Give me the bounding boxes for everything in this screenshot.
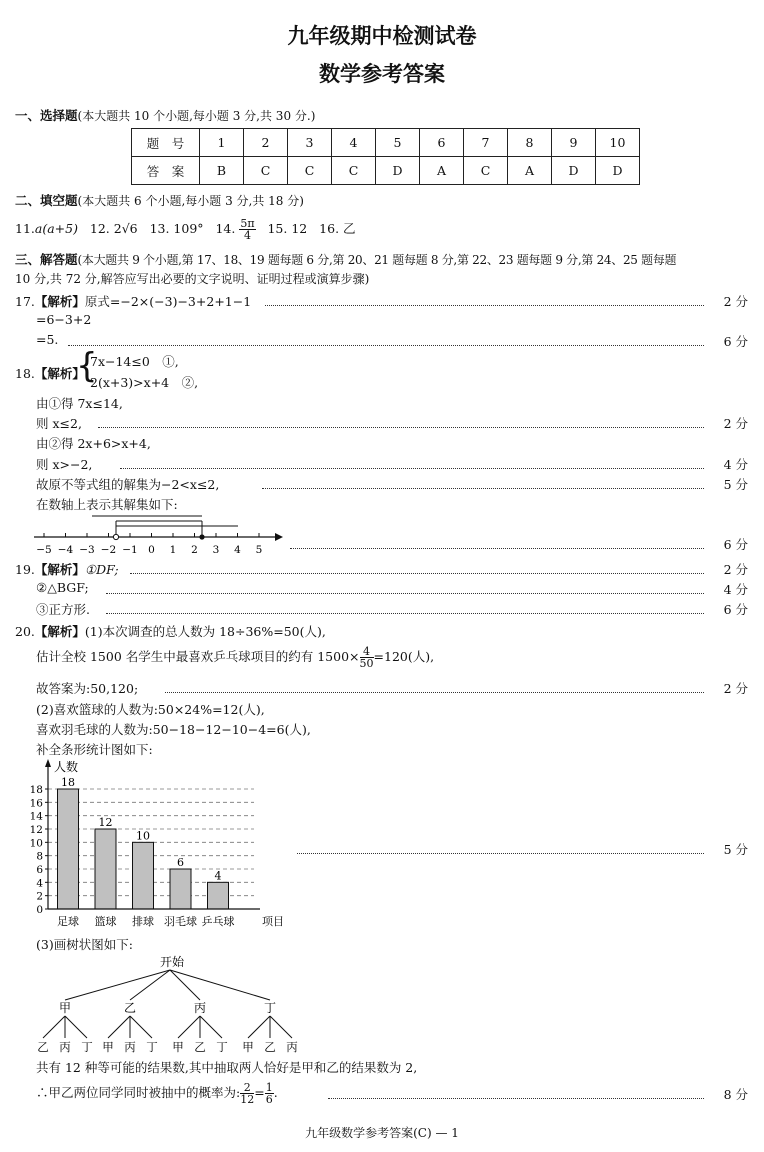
table-cell: 8 (508, 129, 552, 157)
tree-branches (37, 970, 298, 1054)
y-axis-arrow-icon (45, 759, 51, 767)
bar (133, 842, 154, 909)
q18-line4: 则 x>−2, (36, 457, 93, 472)
axis-arrow-icon (275, 533, 283, 541)
axis-tick-label: −5 (36, 544, 52, 556)
section3-note2: 10 分,共 72 分,解答应写出必要的文字说明、证明过程或演算步骤) (15, 272, 370, 286)
table-cell: D (552, 157, 596, 185)
q18-system-eq1: 7x−14≤0 ①, (90, 354, 179, 369)
q18-line2: 则 x≤2, (36, 416, 82, 431)
dot-leader (290, 548, 704, 549)
tree-node-level2: 乙 (194, 1040, 206, 1054)
row-header-questions: 题 号 (132, 129, 200, 157)
bar-chart (28, 757, 290, 929)
fraction-2-12: $\frac{2}{12}$ (240, 1081, 255, 1106)
score-label: 2 分 (723, 294, 748, 309)
table-cell: C (244, 157, 288, 185)
dot-leader (120, 468, 704, 469)
q18-system-eq2: 2(x+3)>x+4 ②, (90, 375, 199, 390)
q17-num: 17. (15, 294, 35, 309)
row-header-answers: 答 案 (132, 157, 200, 185)
x-tick-label: 足球 (57, 915, 79, 928)
q17-tag: 【解析】 (34, 294, 85, 309)
tree-node-level2: 乙 (37, 1040, 49, 1054)
y-tick-label: 14 (29, 810, 43, 823)
dot-leader (106, 593, 704, 594)
table-cell: D (596, 157, 640, 185)
tree-branch (130, 970, 170, 1000)
page-title: 九年级期中检测试卷 (287, 23, 477, 48)
tree-node-level2: 甲 (172, 1040, 184, 1054)
tree-node-level2: 丁 (216, 1040, 228, 1054)
score-label: 6 分 (723, 334, 748, 349)
bar-value-label: 6 (177, 856, 184, 869)
score-label: 2 分 (723, 562, 748, 577)
q20-line5: 喜欢羽毛球的人数为:50−18−12−10−4=6(人), (36, 722, 311, 737)
axis-tick-label: 4 (234, 544, 241, 556)
dot-leader (265, 305, 704, 306)
q20-num: 20. (15, 624, 35, 639)
y-tick-label: 8 (36, 850, 43, 863)
x-tick-label: 羽毛球 (164, 915, 197, 928)
answer-15: 15. 12 (267, 221, 308, 236)
table-cell: 5 (376, 129, 420, 157)
section3-heading: 三、解答题 (15, 252, 78, 267)
y-tick-label: 10 (29, 837, 43, 850)
axis-tick-label: 1 (169, 544, 177, 556)
tree-branch (43, 1016, 65, 1038)
tree-node-level1: 甲 (58, 1001, 72, 1015)
q17-line2: =6−3+2 (36, 312, 92, 327)
tree-node-level1: 丁 (263, 1001, 277, 1015)
q20-line9: ∴甲乙两位同学同时被抽中的概率为: $\frac{2}{12}$ = $\frac{1}{6}$ . (36, 1081, 278, 1106)
tree-diagram (30, 950, 320, 1055)
tree-branch (108, 1016, 130, 1038)
table-cell: C (288, 157, 332, 185)
q17-line3: =5. (36, 332, 59, 347)
answer-12: 12. 2√6 (89, 221, 138, 236)
closed-point (199, 534, 204, 539)
chart-xlabel: 项目 (262, 915, 284, 928)
axis-tick-label: −1 (122, 544, 138, 556)
q20-line4: (2)喜欢篮球的人数为:50×24%=12(人), (36, 702, 265, 717)
dot-leader (130, 573, 704, 574)
table-cell: 1 (200, 129, 244, 157)
q18-header (15, 364, 85, 382)
axis-tick-label: 3 (212, 544, 220, 556)
tree-node-level1: 丙 (193, 1001, 207, 1015)
page-footer: 九年级数学参考答案(C) — 1 (305, 1126, 459, 1140)
table-cell: 6 (420, 129, 464, 157)
score-label: 8 分 (723, 1087, 748, 1102)
answer-13: 13. 109° (149, 221, 204, 236)
chart-x-labels (57, 914, 235, 928)
tree-branch (178, 1016, 200, 1038)
fraction-1-6: $\frac{1}{6}$ (265, 1081, 273, 1106)
y-tick-label: 4 (36, 877, 43, 890)
answer-11: a(a+5) (34, 221, 78, 236)
score-label: 4 分 (723, 582, 748, 597)
score-label: 2 分 (723, 681, 748, 696)
brace-icon: { (76, 346, 98, 386)
table-cell: 9 (552, 129, 596, 157)
dot-leader (98, 427, 704, 428)
section1-note: (本大题共 10 个小题,每小题 3 分,共 30 分.) (77, 109, 316, 123)
y-tick-label: 16 (29, 797, 43, 810)
table-cell: 10 (596, 129, 640, 157)
score-label: 6 分 (723, 537, 748, 552)
q17-line1 (15, 292, 251, 310)
q19-line2: ②△BGF; (36, 580, 89, 595)
section3-note1: (本大题共 9 个小题,第 17、18、19 题每题 6 分,第 20、21 题每题 8 分,第 22、23 题每题 9 分,第 24、25 题每题 (77, 253, 677, 267)
answer-table (131, 128, 640, 185)
tree-node-level2: 甲 (102, 1040, 114, 1054)
table-cell: 7 (464, 129, 508, 157)
q18-line1: 由①得 7x≤14, (36, 396, 123, 411)
x-tick-label: 篮球 (94, 915, 117, 928)
q19-num: 19. (15, 562, 35, 577)
q20-tag: 【解析】 (34, 624, 85, 639)
y-tick-label: 18 (29, 784, 43, 796)
dot-leader (68, 345, 704, 346)
dot-leader (262, 488, 704, 489)
section1-heading: 一、选择题 (15, 108, 78, 123)
chart-ylabel: 人数 (54, 760, 79, 774)
tree-branch (65, 970, 170, 1000)
table-cell: B (200, 157, 244, 185)
dot-leader (106, 613, 704, 614)
q18-line3: 由②得 2x+6>x+4, (36, 436, 151, 451)
axis-tick-label: −3 (79, 544, 95, 556)
y-tick-label: 0 (36, 904, 43, 916)
answer-14-num: 14. (215, 221, 236, 236)
number-line (30, 512, 290, 560)
q18-line5: 故原不等式组的解集为−2<x≤2, (36, 477, 220, 492)
q19-line1 (15, 560, 119, 578)
bar-value-label: 12 (98, 816, 113, 829)
axis-tick-label: 2 (191, 544, 198, 556)
q17-text1: 原式=−2×(−3)−3+2+1−1 (84, 294, 252, 309)
fill-answers (15, 218, 356, 241)
tree-node-level2: 丁 (81, 1040, 93, 1054)
q18-num: 18. (15, 366, 35, 381)
q18-line6: 在数轴上表示其解集如下: (36, 497, 178, 512)
tree-node-level2: 丙 (59, 1040, 71, 1054)
score-label: 5 分 (723, 477, 748, 492)
table-cell: A (508, 157, 552, 185)
bar-value-label: 10 (136, 829, 150, 843)
bar (208, 882, 229, 909)
fraction-4-50: $\frac{4}{50}$ (359, 645, 374, 670)
table-cell: 4 (332, 129, 376, 157)
section1-heading-line (15, 106, 315, 124)
bar (170, 869, 191, 909)
section2-note: (本大题共 6 个小题,每小题 3 分,共 18 分) (77, 194, 304, 208)
open-point (113, 534, 118, 539)
bar (95, 829, 116, 909)
section2-heading-line (15, 191, 304, 209)
tree-branch (65, 1016, 87, 1038)
page-subtitle: 数学参考答案 (319, 61, 445, 86)
bar-value-label: 4 (214, 869, 222, 883)
dot-leader (165, 692, 704, 693)
table-cell: C (332, 157, 376, 185)
dot-leader (297, 853, 704, 854)
q19-tag: 【解析】 (34, 562, 85, 577)
bar-value-label: 18 (61, 776, 75, 789)
table-cell: 3 (288, 129, 332, 157)
q19-text1: ①DF; (84, 562, 119, 577)
tree-node-level2: 甲 (242, 1040, 254, 1054)
q19-line3: ③正方形. (36, 602, 90, 617)
q18-tag: 【解析】 (34, 366, 85, 381)
axis-tick-label: −2 (100, 544, 117, 556)
tree-node-level1: 乙 (123, 1001, 137, 1015)
y-tick-label: 12 (29, 824, 43, 836)
table-row-questions (132, 129, 640, 157)
q20-line8: 共有 12 种等可能的结果数,其中抽取两人恰好是甲和乙的结果数为 2, (36, 1060, 418, 1075)
score-label: 2 分 (723, 416, 748, 431)
bar (58, 789, 79, 909)
tree-node-level2: 丙 (124, 1040, 136, 1054)
answer-16: 16. 乙 (319, 221, 356, 236)
section2-heading: 二、填空题 (15, 193, 78, 208)
axis-tick-label: −4 (57, 544, 74, 556)
answer-14-fraction: $\frac{5\pi}{4}$ (240, 217, 255, 242)
table-cell: A (420, 157, 464, 185)
tree-node-level2: 丁 (146, 1040, 158, 1054)
tree-root: 开始 (160, 955, 185, 969)
q20-line2: 估计全校 1500 名学生中最喜欢乒乓球项目的约有 1500× $\frac{4}{50}$ =120(人), (36, 645, 435, 670)
score-label: 4 分 (723, 457, 748, 472)
q20-line1 (15, 622, 326, 640)
axis-tick-label: 0 (148, 544, 155, 556)
tree-branch (270, 1016, 292, 1038)
table-cell: D (376, 157, 420, 185)
table-cell: C (464, 157, 508, 185)
axis-tick-label: 5 (255, 544, 263, 556)
x-tick-label: 乒乓球 (201, 915, 235, 928)
tree-branch (130, 1016, 152, 1038)
score-label: 6 分 (723, 602, 748, 617)
dot-leader (328, 1098, 704, 1099)
y-tick-label: 2 (36, 890, 43, 903)
tree-branch (248, 1016, 270, 1038)
tree-branch (200, 1016, 222, 1038)
x-tick-label: 排球 (132, 915, 154, 928)
score-label: 5 分 (723, 842, 748, 857)
answer-11-num: 11. (15, 221, 35, 236)
chart-y-ticks (30, 784, 48, 916)
q20-text1: (1)本次调查的总人数为 18÷36%=50(人), (84, 624, 326, 639)
table-row-answers (132, 157, 640, 185)
tree-node-level2: 丙 (286, 1040, 298, 1054)
tree-node-level2: 乙 (264, 1040, 276, 1054)
table-cell: 2 (244, 129, 288, 157)
y-tick-label: 6 (36, 864, 43, 876)
q20-line3: 故答案为:50,120; (36, 681, 139, 696)
section3-heading-line (15, 250, 676, 268)
q20-line6: 补全条形统计图如下: (36, 742, 153, 757)
q20-line7: (3)画树状图如下: (36, 937, 133, 952)
